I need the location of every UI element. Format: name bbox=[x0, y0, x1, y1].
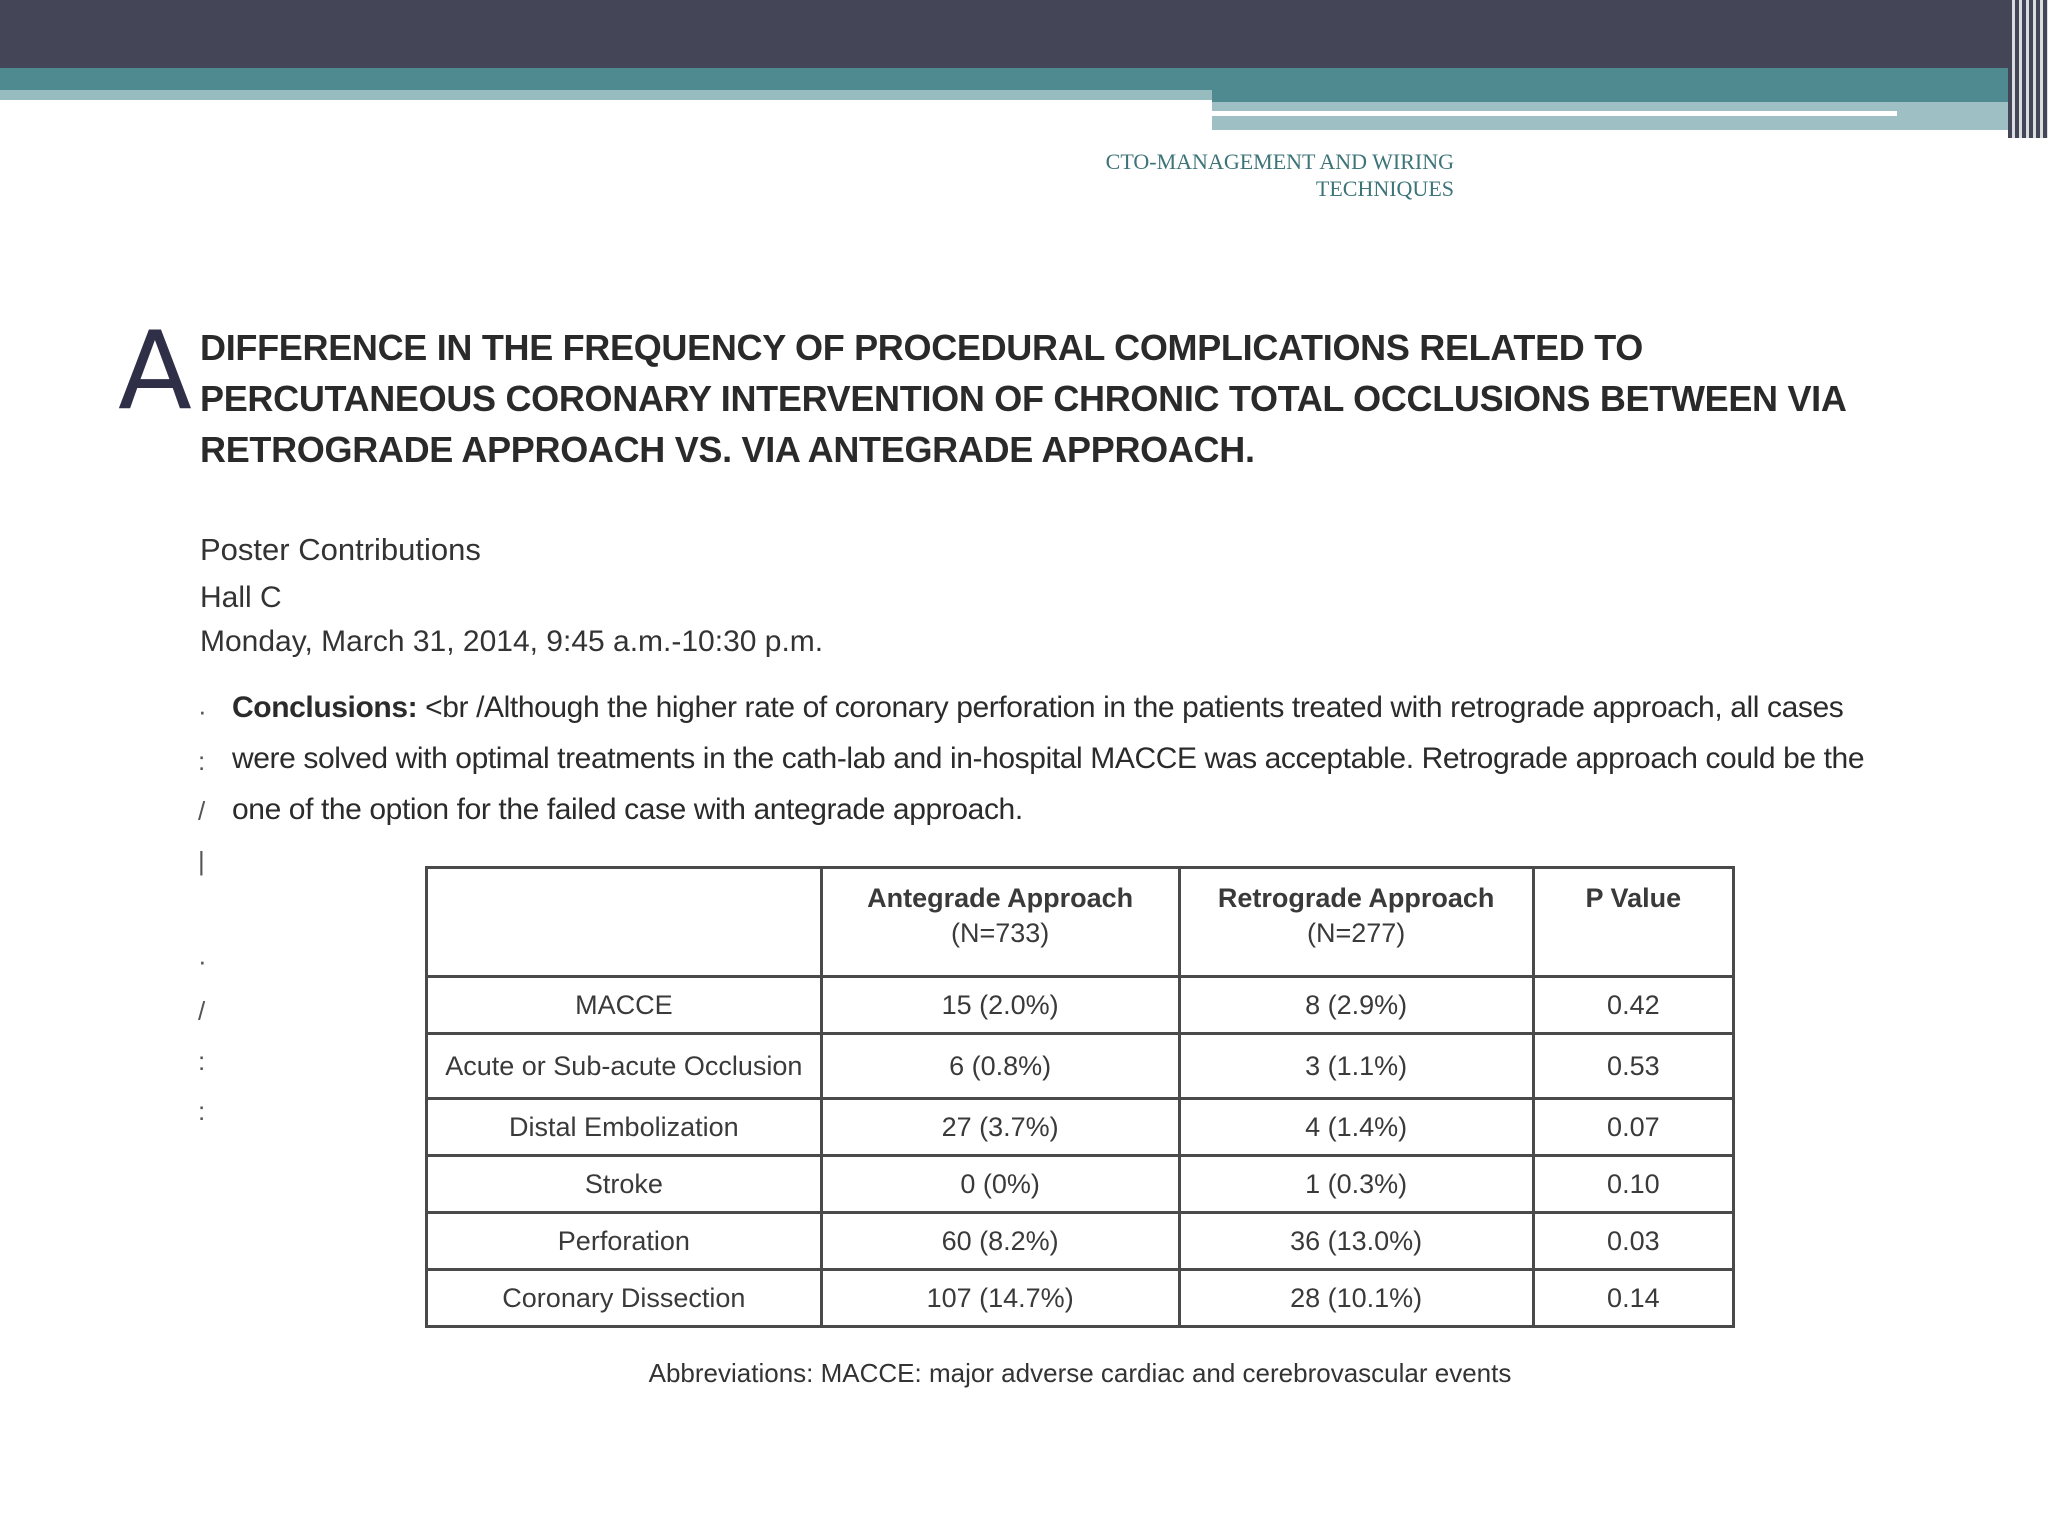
header-note: CTO-MANAGEMENT AND WIRING TECHNIQUES bbox=[1105, 149, 1454, 201]
table-cell: 8 (2.9%) bbox=[1179, 977, 1533, 1034]
header-band-light-right bbox=[1212, 102, 2012, 130]
table-cell: 36 (13.0%) bbox=[1179, 1213, 1533, 1270]
table-header-cell: Antegrade Approach (N=733) bbox=[821, 868, 1179, 977]
table-cell: 0.14 bbox=[1533, 1270, 1733, 1327]
table-cell: 4 (1.4%) bbox=[1179, 1099, 1533, 1156]
table-cell: Perforation bbox=[427, 1213, 822, 1270]
table-cell: 0.10 bbox=[1533, 1156, 1733, 1213]
table-cell: 107 (14.7%) bbox=[821, 1270, 1179, 1327]
table-row bbox=[427, 1156, 1734, 1213]
table-cell: Stroke bbox=[427, 1156, 822, 1213]
table-cell: 0.07 bbox=[1533, 1099, 1733, 1156]
session-location: Hall C bbox=[200, 581, 282, 614]
abstract-title: DIFFERENCE IN THE FREQUENCY OF PROCEDURAL COMPLICATIONS RELATED TO PERCUTANEOUS CORONARY INTERVENTION OF CHRONIC TOTAL OCCLUSIONS BETWEEN VIA RETROGRADE APPROACH VS. VIA ANTEGRADE APPROACH. bbox=[200, 327, 1846, 470]
session-info bbox=[200, 528, 823, 664]
table-cell: 6 (0.8%) bbox=[821, 1034, 1179, 1099]
header-band-teal-right bbox=[1212, 90, 2048, 102]
table-row bbox=[427, 1213, 1734, 1270]
table-cell: MACCE bbox=[427, 977, 822, 1034]
conclusions-label: Conclusions: bbox=[232, 691, 418, 724]
table-cell: 0.53 bbox=[1533, 1034, 1733, 1099]
header-band-teal bbox=[0, 68, 2048, 90]
header-band-dark bbox=[0, 0, 2048, 68]
table-row bbox=[427, 1099, 1734, 1156]
header-stripes bbox=[2008, 0, 2048, 138]
table-cell: 0 (0%) bbox=[821, 1156, 1179, 1213]
table-cell: 1 (0.3%) bbox=[1179, 1156, 1533, 1213]
conclusions-paragraph bbox=[232, 682, 1912, 835]
table-header-cell bbox=[427, 868, 822, 977]
table-cell: Distal Embolization bbox=[427, 1099, 822, 1156]
table-header-row bbox=[427, 868, 1734, 977]
table-row bbox=[427, 977, 1734, 1034]
header-divider-line bbox=[1212, 111, 1897, 116]
results-table bbox=[425, 866, 1735, 1328]
table-row bbox=[427, 1270, 1734, 1327]
table-cell: 0.42 bbox=[1533, 977, 1733, 1034]
table-cell: 60 (8.2%) bbox=[821, 1213, 1179, 1270]
table-cell: 3 (1.1%) bbox=[1179, 1034, 1533, 1099]
session-datetime: Monday, March 31, 2014, 9:45 a.m.-10:30 p.m. bbox=[200, 625, 824, 658]
conclusions-text: <br /Although the higher rate of coronary perforation in the patients treated with retrograde approach, all cases were solved with optimal treatments in the cath-lab and in-hospital MACCE was acceptable. Retrograde approach could be the one of the option for the failed case with antegrade approach. bbox=[232, 691, 1865, 826]
table-footnote: Abbreviations: MACCE: major adverse cardiac and cerebrovascular events bbox=[648, 1358, 1512, 1388]
table-header-cell: P Value bbox=[1533, 868, 1733, 977]
header-divider-line-2 bbox=[1652, 130, 2012, 138]
hidden-bullets: · : / | · / : : bbox=[198, 696, 207, 1126]
slide-title-letter: A bbox=[118, 309, 192, 434]
table-cell: Coronary Dissection bbox=[427, 1270, 822, 1327]
table-cell: 0.03 bbox=[1533, 1213, 1733, 1270]
table-cell: 27 (3.7%) bbox=[821, 1099, 1179, 1156]
table-cell: 28 (10.1%) bbox=[1179, 1270, 1533, 1327]
table-header-cell: Retrograde Approach (N=277) bbox=[1179, 868, 1533, 977]
header-band-light-left bbox=[0, 90, 1212, 100]
table-cell: 15 (2.0%) bbox=[821, 977, 1179, 1034]
session-type: Poster Contributions bbox=[200, 532, 481, 567]
table-row bbox=[427, 1034, 1734, 1099]
table-cell: Acute or Sub-acute Occlusion bbox=[427, 1034, 822, 1099]
